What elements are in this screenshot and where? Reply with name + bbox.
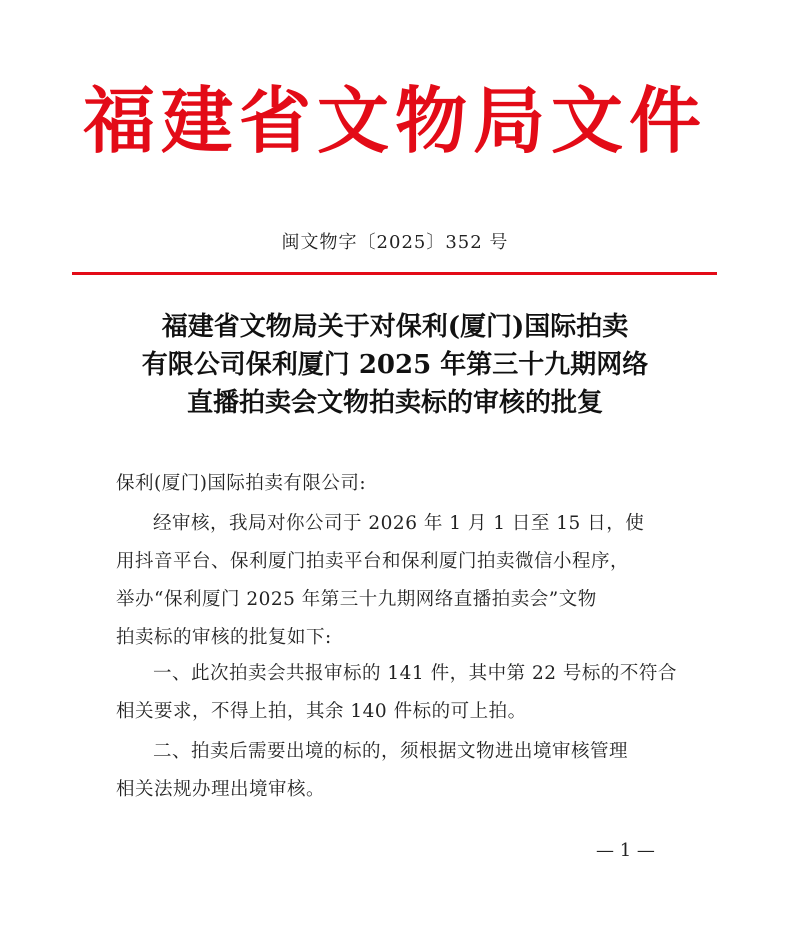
paragraph-line: 一、此次拍卖会共报审标的 141 件，其中第 22 号标的不符合 <box>153 663 677 684</box>
document-number: 闽文物字〔2025〕352 号 <box>281 232 509 253</box>
title-line: 有限公司保利厦门 2025 年第三十九期网络 <box>141 350 649 380</box>
document-header-title: 福建省文物局文件 <box>82 78 707 163</box>
body-paragraph-item-one <box>116 655 688 731</box>
page-number: — 1 — <box>596 840 655 861</box>
title-line: 福建省文物局关于对保利(厦门)国际拍卖 <box>161 312 629 342</box>
paragraph-line: 二、拍卖后需要出境的标的，须根据文物进出境审核管理 <box>153 741 629 762</box>
red-divider-rule <box>72 272 717 275</box>
body-paragraph-item-two <box>116 733 688 809</box>
paragraph-line: 拍卖标的审核的批复如下: <box>116 627 332 648</box>
paragraph-line: 举办“保利厦门 2025 年第三十九期网络直播拍卖会”文物 <box>116 589 597 610</box>
document-title <box>60 308 730 422</box>
body-paragraph-review <box>116 505 688 657</box>
addressee <box>116 465 688 503</box>
paragraph-line: 相关法规办理出境审核。 <box>116 779 326 800</box>
addressee-line: 保利(厦门)国际拍卖有限公司: <box>116 473 367 494</box>
paragraph-line: 相关要求，不得上拍，其余 140 件标的可上拍。 <box>116 701 527 722</box>
paragraph-line: 经审核，我局对你公司于 2026 年 1 月 1 日至 15 日，使 <box>153 513 645 534</box>
title-line: 直播拍卖会文物拍卖标的审核的批复 <box>186 388 603 418</box>
paragraph-line: 用抖音平台、保利厦门拍卖平台和保利厦门拍卖微信小程序， <box>116 551 630 572</box>
